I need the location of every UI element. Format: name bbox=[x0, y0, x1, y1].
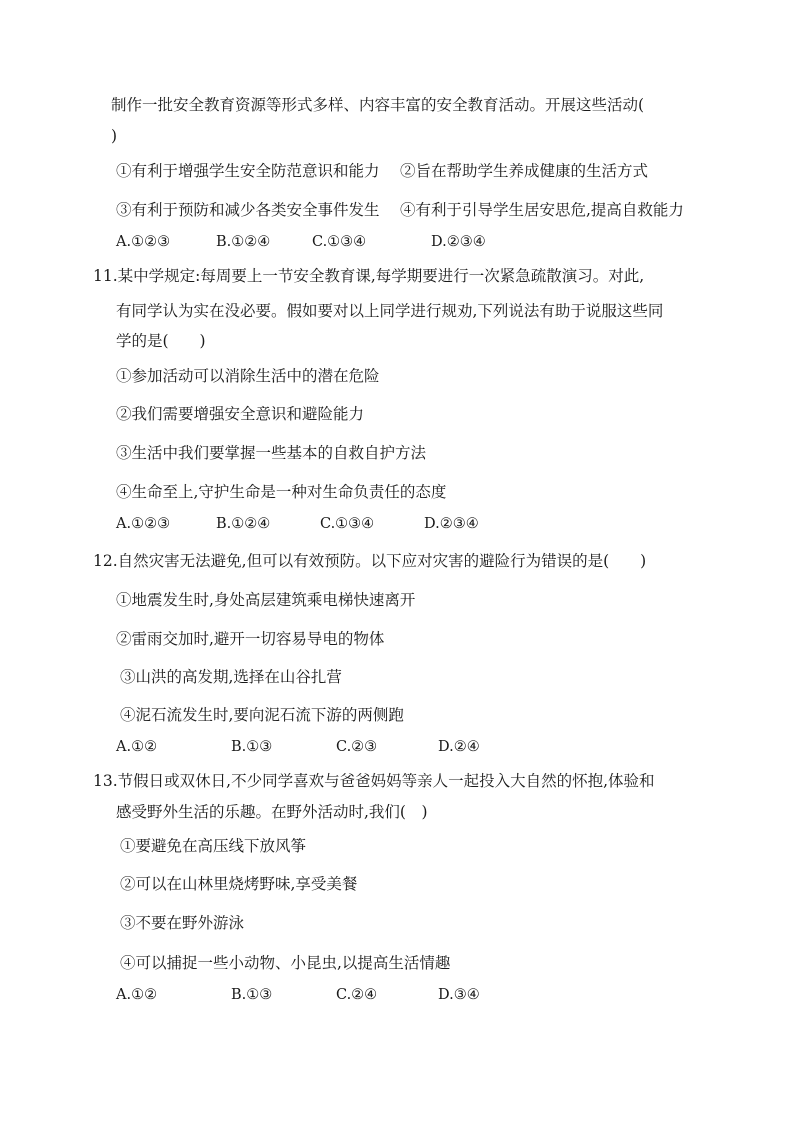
q12-item-3: ③山洪的高发期,选择在山谷扎营 bbox=[120, 668, 342, 686]
q12-option-c: C.②③ bbox=[336, 739, 378, 755]
q13-option-b: B.①③ bbox=[231, 987, 273, 1003]
q13-stem-line1: 13.节假日或双休日,不少同学喜欢与爸爸妈妈等亲人一起投入大自然的怀抱,体验和 bbox=[93, 772, 655, 790]
q12-item-4: ④泥石流发生时,要向泥石流下游的两侧跑 bbox=[120, 706, 404, 724]
q13-item-4: ④可以捕捉一些小动物、小昆虫,以提高生活情趣 bbox=[120, 954, 451, 972]
q11-option-a: A.①②③ bbox=[116, 516, 171, 532]
q10-item-3: ③有利于预防和减少各类安全事件发生 bbox=[116, 201, 380, 219]
q13-option-a: A.①② bbox=[116, 987, 158, 1003]
q10-item-4: ④有利于引导学生居安思危,提高自救能力 bbox=[400, 201, 684, 219]
q12-item-2: ②雷雨交加时,避开一切容易导电的物体 bbox=[116, 630, 385, 648]
q11-item-1: ①参加活动可以消除生活中的潜在危险 bbox=[116, 367, 380, 385]
q11-options bbox=[116, 514, 536, 534]
q13-stem-line2: 感受野外生活的乐趣。在野外活动时,我们( ) bbox=[116, 803, 428, 821]
q12-option-a: A.①② bbox=[116, 739, 158, 755]
q10-option-c: C.①③④ bbox=[312, 234, 367, 250]
q10-option-a: A.①②③ bbox=[116, 234, 171, 250]
q10-item-1: ①有利于增强学生安全防范意识和能力 bbox=[116, 162, 380, 180]
q10-option-b: B.①②④ bbox=[216, 234, 271, 250]
q12-item-1: ①地震发生时,身处高层建筑乘电梯快速离开 bbox=[116, 591, 416, 609]
q11-option-d: D.②③④ bbox=[424, 516, 479, 532]
q12-option-b: B.①③ bbox=[231, 739, 273, 755]
q11-item-4: ④生命至上,守护生命是一种对生命负责任的态度 bbox=[116, 483, 447, 501]
q13-item-2: ②可以在山林里烧烤野味,享受美餐 bbox=[120, 875, 358, 893]
q12-options bbox=[116, 737, 536, 757]
q13-option-c: C.②④ bbox=[336, 987, 378, 1003]
q13-options bbox=[116, 985, 536, 1005]
q11-stem-line3: 学的是( ) bbox=[116, 332, 206, 350]
q11-stem-line2: 有同学认为实在没必要。假如要对以上同学进行规劝,下列说法有助于说服这些同 bbox=[116, 302, 664, 320]
q12-option-d: D.②④ bbox=[438, 739, 480, 755]
q13-option-d: D.③④ bbox=[438, 987, 480, 1003]
q11-option-b: B.①②④ bbox=[216, 516, 271, 532]
q10-stem-line2: ) bbox=[111, 127, 118, 145]
q13-item-1: ①要避免在高压线下放风筝 bbox=[120, 837, 307, 855]
q10-item-2: ②旨在帮助学生养成健康的生活方式 bbox=[400, 162, 649, 180]
q10-options bbox=[116, 232, 536, 252]
q12-stem-line1: 12.自然灾害无法避免,但可以有效预防。以下应对灾害的避险行为错误的是( ) bbox=[93, 552, 647, 570]
q10-stem-line1: 制作一批安全教育资源等形式多样、内容丰富的安全教育活动。开展这些活动( bbox=[111, 96, 645, 114]
q11-item-2: ②我们需要增强安全意识和避险能力 bbox=[116, 405, 365, 423]
q11-item-3: ③生活中我们要掌握一些基本的自救自护方法 bbox=[116, 444, 427, 462]
q11-option-c: C.①③④ bbox=[320, 516, 375, 532]
q11-stem-line1: 11.某中学规定:每周要上一节安全教育课,每学期要进行一次紧急疏散演习。对此, bbox=[93, 267, 645, 285]
q10-option-d: D.②③④ bbox=[431, 234, 486, 250]
q13-item-3: ③不要在野外游泳 bbox=[120, 914, 245, 932]
